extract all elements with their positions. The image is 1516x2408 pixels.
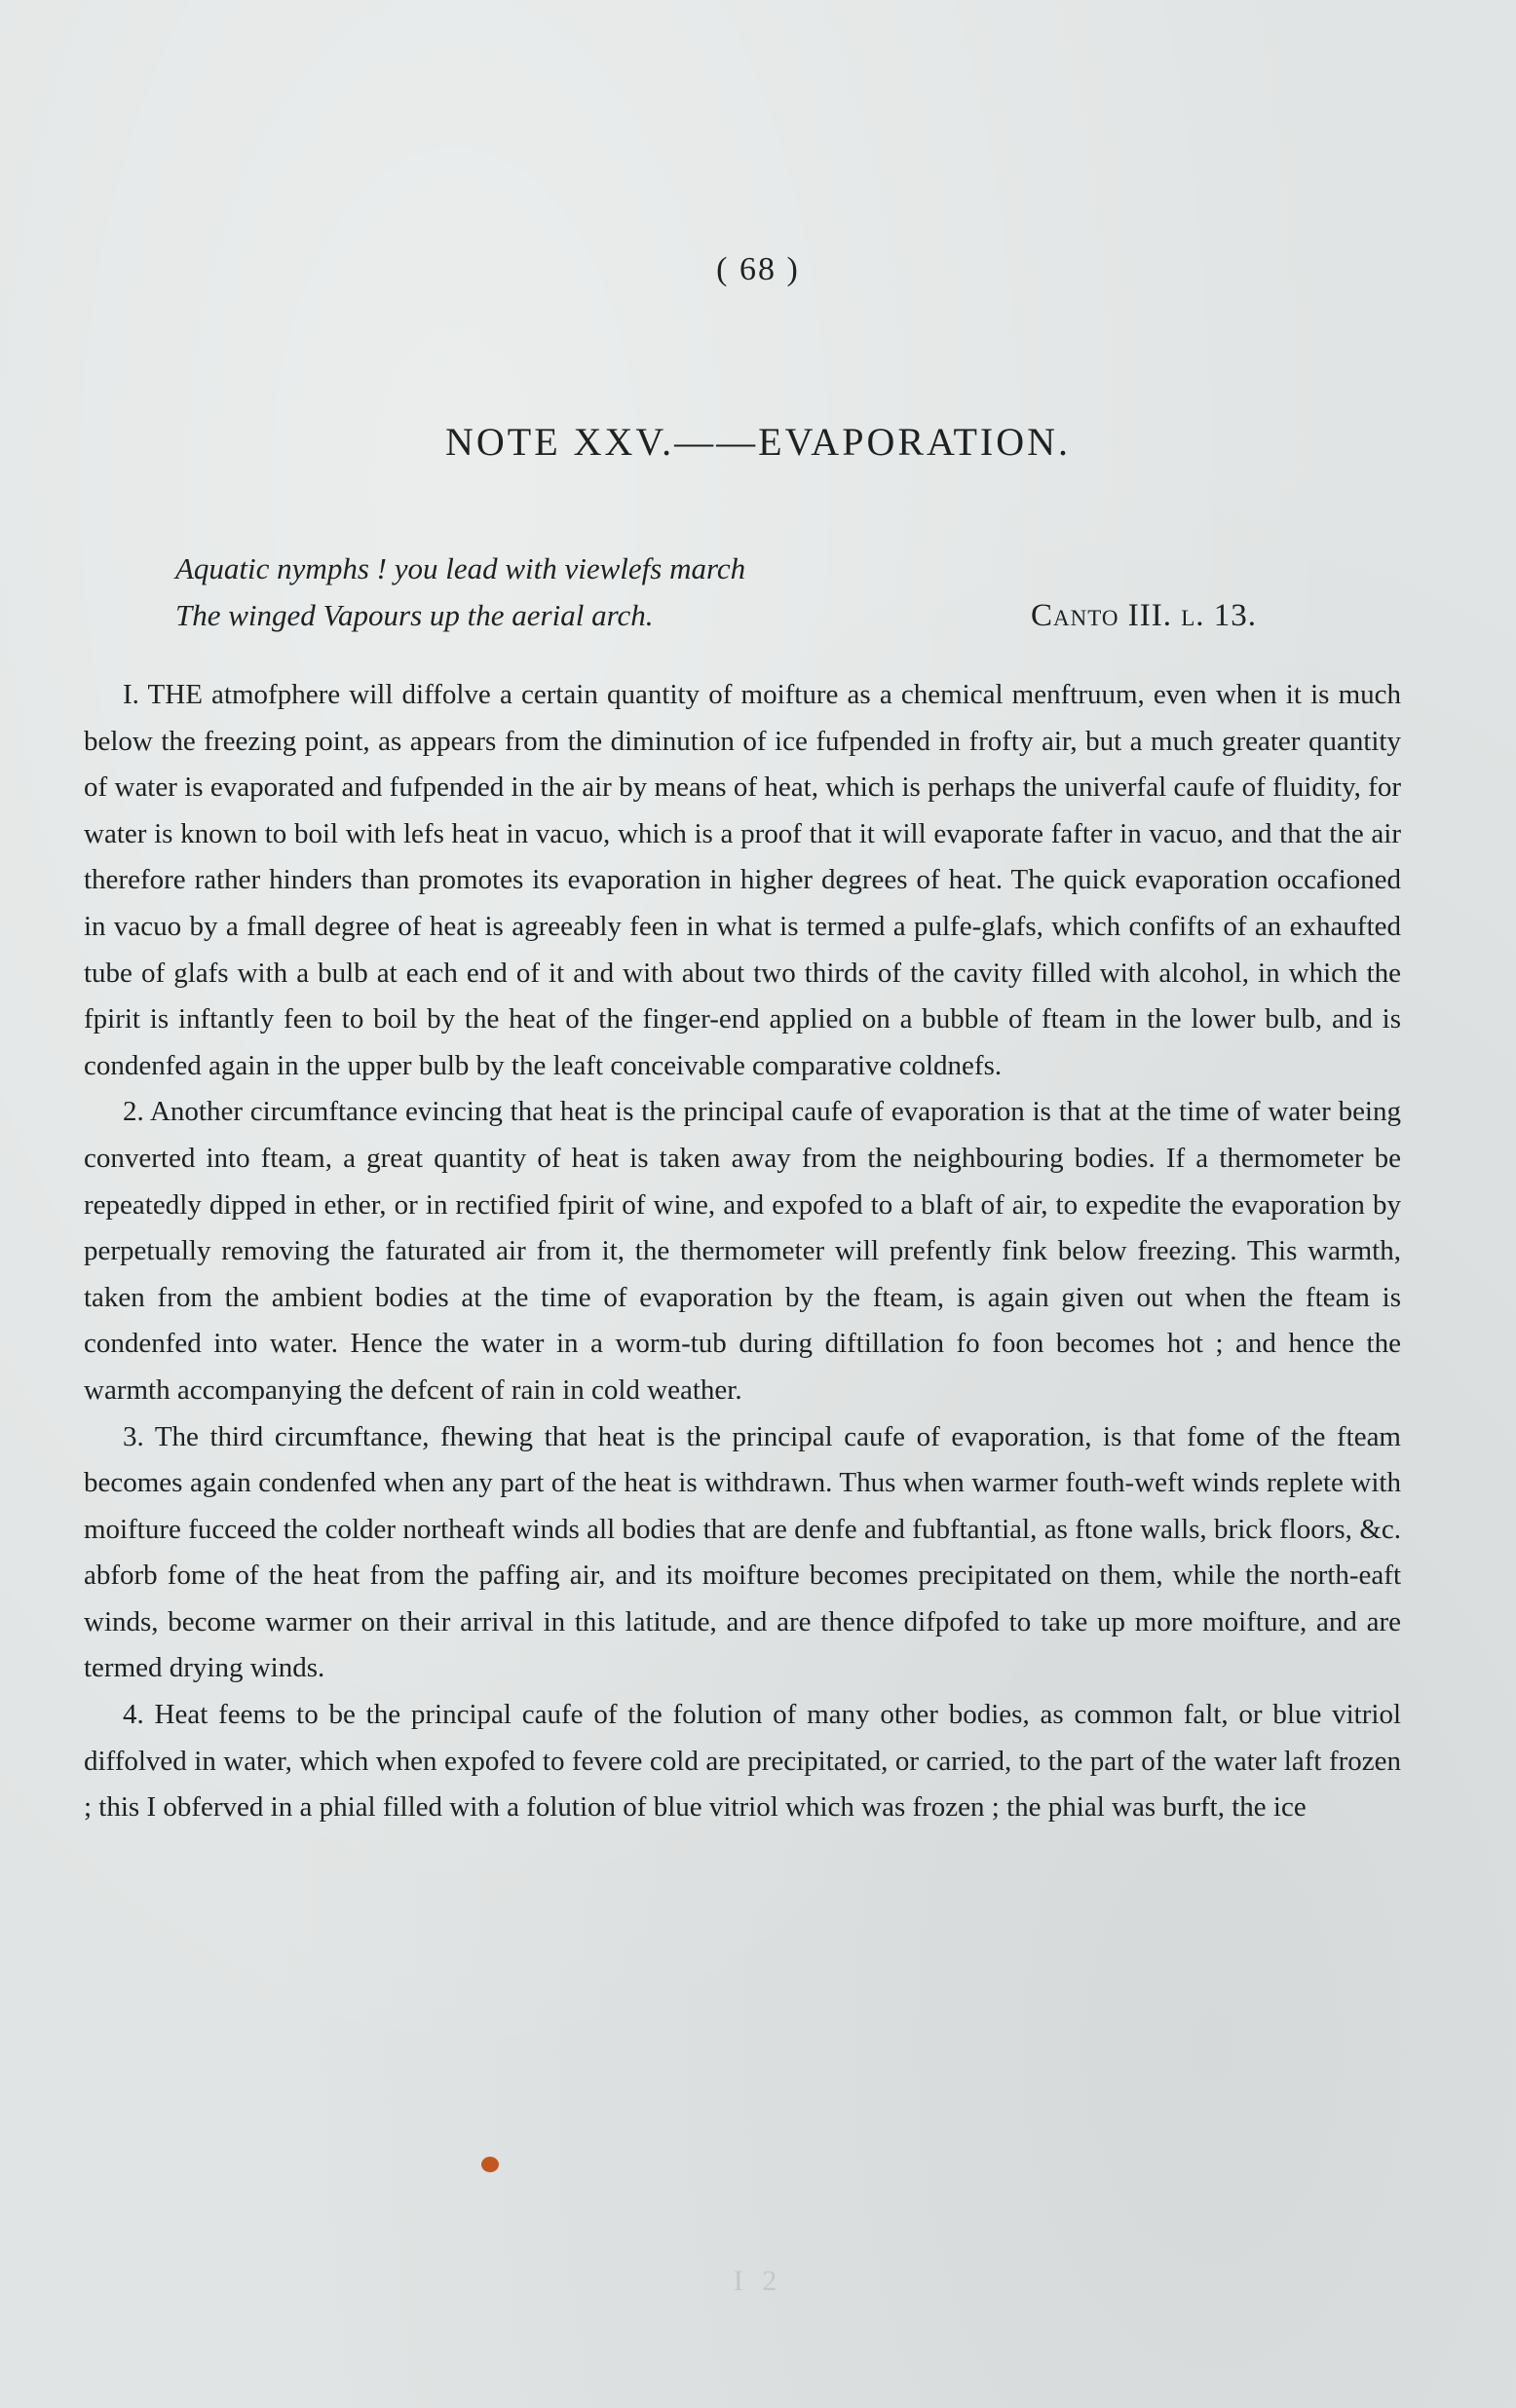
epigraph-line-1: Aquatic nymphs ! you lead with viewlefs march xyxy=(175,551,746,585)
epigraph xyxy=(175,546,1393,639)
epigraph-line-2: The winged Vapours up the aerial arch. xyxy=(175,598,654,632)
page-number: ( 68 ) xyxy=(716,251,800,287)
signature-mark: I 2 xyxy=(733,2265,783,2297)
paragraph-3: 3. The third circumftance, fhewing that heat is the principal caufe of evaporation, is that fome of the fteam becomes again condenfed when any part of the heat is withdrawn. Thus when warmer fouth-weft winds replete with moifture fucceed the colder northeaft winds all bodies that are denfe and fubftantial, as ftone walls, brick floors, &c. abforb fome of the heat from the paffing air, and its moifture becomes precipitated on them, while the north-eaft winds, become warmer on their arrival in this latitude, and are thence difpofed to take up more moifture, and are termed drying winds. xyxy=(84,1420,1401,1684)
body-text xyxy=(84,672,1401,1831)
paragraph-2: 2. Another circumftance evincing that heat is the principal caufe of evaporation is that at the time of water being converted into fteam, a great quantity of heat is taken away from the neighbouring bodies. If a thermometer be repeatedly dipped in ether, or in rectified fpirit of wine, and expofed to a blaft of air, to expedite the evaporation by perpetually removing the faturated air from it, the thermometer will prefently fink below freezing. This warmth, taken from the ambient bodies at the time of evaporation by the fteam, is again given out when the fteam is condenfed into water. Hence the water in a worm-tub during diftillation fo foon becomes hot ; and hence the warmth accompanying the defcent of rain in cold weather. xyxy=(84,1096,1401,1406)
note-title: NOTE XXV.——EVAPORATION. xyxy=(445,420,1071,464)
ink-stain xyxy=(481,2157,499,2172)
canto-reference: Canto III. l. 13. xyxy=(1031,598,1257,633)
paragraph-4: 4. Heat feems to be the principal caufe of the folution of many other bodies, as common falt, or blue vitriol diffolved in water, which when expofed to fevere cold are precipitated, or carried, to the part of the water laft frozen ; this I obferved in a phial filled with a folution of blue vitriol which was frozen ; the phial was burft, the ice xyxy=(84,1699,1401,1824)
paragraph-1: I. THE atmofphere will diffolve a certain quantity of moifture as a chemical menftruum, even when it is much below the freezing point, as appears from the diminution of ice fufpended in frofty air, but a much greater quantity of water is evaporated and fufpended in the air by means of heat, which is perhaps the univerfal caufe of fluidity, for water is known to boil with lefs heat in vacuo, which is a proof that it will evaporate fafter in vacuo, and that the air therefore rather hinders than promotes its evaporation in higher degrees of heat. The quick evaporation occafioned in vacuo by a fmall degree of heat is agreeably feen in what is termed a pulfe-glafs, which confifts of an exhaufted tube of glafs with a bulb at each end of it and with about two thirds of the cavity filled with alcohol, in which the fpirit is inftantly feen to boil by the heat of the finger-end applied on a bubble of fteam in the lower bulb, and is condenfed again in the upper bulb by the leaft conceivable comparative coldnefs. xyxy=(84,679,1401,1081)
epigraph-line-2-container xyxy=(175,592,1393,639)
